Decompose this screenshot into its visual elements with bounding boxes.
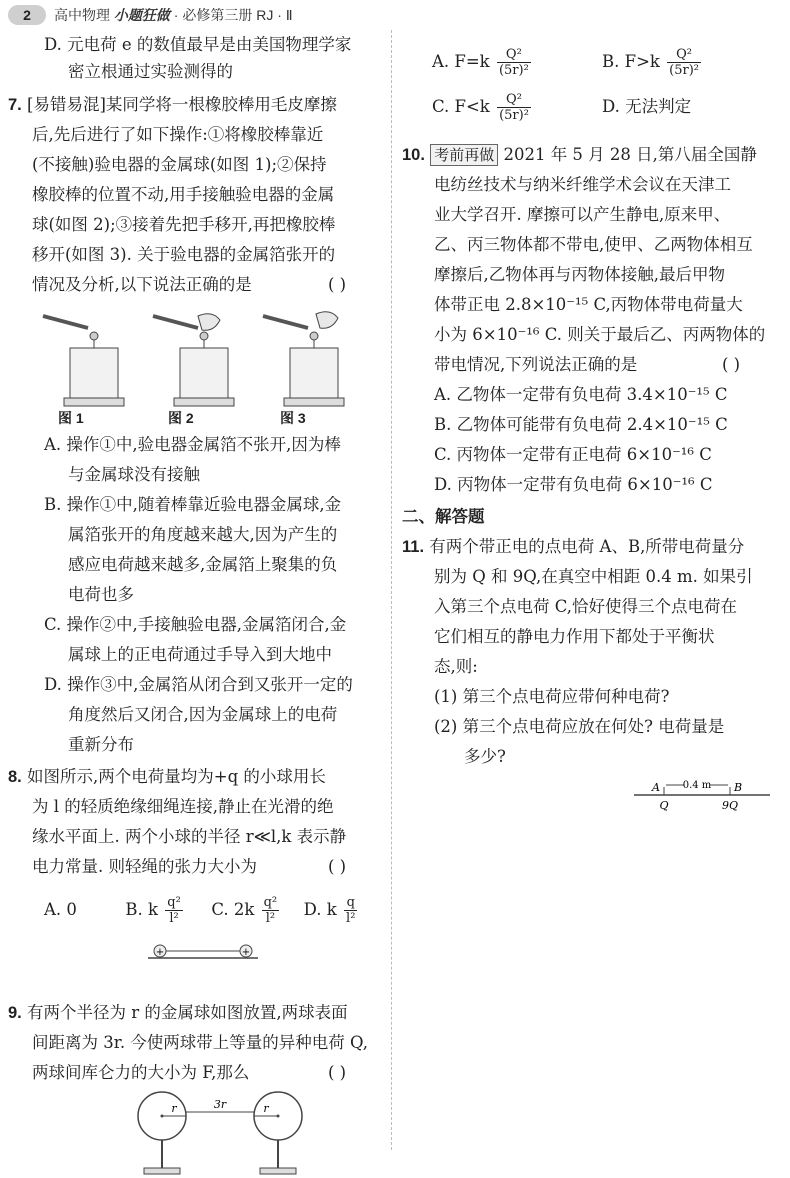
- svg-text:+: +: [241, 947, 251, 958]
- q6-option-d-line1: D. 元电荷 e 的数值最早是由美国物理学家: [44, 35, 352, 54]
- fig2-caption: 图 2: [168, 410, 194, 426]
- q8-option-c: C. 2k: [211, 900, 255, 919]
- q9-option-a-frac: [497, 47, 531, 78]
- q10-line3: 业大学召开. 摩擦可以产生静电,原来甲、: [434, 205, 731, 224]
- q7-option-d-2: 角度然后又闭合,因为金属球上的电荷: [68, 705, 338, 724]
- q7-option-a-1: A. 操作①中,验电器金属箔不张开,因为棒: [44, 435, 341, 454]
- q8-line2: 为 l 的轻质绝缘细绳连接,静止在光滑的绝: [32, 797, 334, 816]
- q7-option-b-4: 电荷也多: [68, 585, 134, 604]
- q11-sub2: (2) 第三个点电荷应放在何处? 电荷量是: [434, 717, 725, 736]
- q7-line1: 7. [易错易混]某同学将一根橡胶棒用毛皮摩擦: [8, 95, 337, 114]
- q11-number: 11.: [402, 538, 425, 556]
- q7-option-c-2: 属球上的正电荷通过手导入到大地中: [68, 645, 332, 664]
- q7-option-b-3: 感应电荷越来越多,金属箔上聚集的负: [68, 555, 338, 574]
- q7-answer-paren: ( ): [328, 275, 347, 294]
- frac-num: Q²: [667, 47, 701, 63]
- q7-line6: 移开(如图 3). 关于验电器的金属箔张开的: [32, 245, 336, 264]
- q9-answer-paren: ( ): [328, 1063, 347, 1082]
- q7-option-b-2: 属箔张开的角度越来越大,因为产生的: [68, 525, 338, 544]
- frac-den: (5r)²: [498, 63, 529, 78]
- q10-line8: 带电情况,下列说法正确的是: [434, 355, 638, 374]
- q7-line4: 橡胶棒的位置不动,用手接触验电器的金属: [32, 185, 335, 204]
- frac-den: l²: [265, 911, 276, 926]
- q9-fig-r1: r: [171, 1102, 177, 1115]
- q7-number: 7.: [8, 96, 22, 114]
- q8-option-d: D. k: [303, 900, 337, 919]
- q11-line4: 它们相互的静电力作用下都处于平衡状: [434, 627, 715, 646]
- q7-option-b-1: B. 操作①中,随着棒靠近验电器金属球,金: [44, 495, 342, 514]
- electroscope-figures: [38, 308, 378, 416]
- q9-option-a-label: A. F=k: [432, 52, 490, 71]
- q11-fig-a: A: [652, 781, 660, 794]
- frac-den: (5r)²: [669, 63, 699, 78]
- q10-line5: 摩擦后,乙物体再与丙物体接触,最后甲物: [434, 265, 725, 284]
- q7-line7: 情况及分析,以下说法正确的是: [32, 275, 252, 294]
- q8-option-d-frac: [344, 895, 357, 926]
- q11-text-1: 有两个带正电的点电荷 A、B,所带电荷量分: [429, 537, 745, 556]
- frac-den: l²: [346, 911, 356, 926]
- q10-line6: 体带正电 2.8×10⁻¹⁵ C,丙物体带电荷量大: [434, 295, 743, 314]
- page-header: [0, 0, 790, 30]
- q8-line4: 电力常量. 则轻绳的张力大小为: [32, 857, 257, 876]
- book-title: [54, 5, 293, 25]
- q9-figure: [128, 1090, 318, 1178]
- q9-line1: [8, 998, 348, 1028]
- q11-figure: [634, 775, 770, 815]
- q8-option-b-frac: [165, 895, 183, 926]
- q9-line2: 间距离为 3r. 今使两球带上等量的异种电荷 Q,: [32, 1033, 369, 1052]
- q9-fig-r2: r: [263, 1102, 269, 1115]
- edition: · 必修第三册 RJ · Ⅱ: [173, 7, 293, 23]
- fig1-caption: 图 1: [58, 410, 84, 426]
- q11-line1: [402, 532, 744, 562]
- q9-number: 9.: [8, 1004, 22, 1022]
- q7-line2: 后,先后进行了如下操作:①将橡胶棒靠近: [32, 125, 324, 144]
- q11-sub2-cont: 多少?: [464, 747, 506, 766]
- q11-line2: 别为 Q 和 9Q,在真空中相距 0.4 m. 如果引: [434, 567, 753, 586]
- q9-line3: 两球间库仑力的大小为 F,那么: [32, 1063, 250, 1082]
- frac-num: Q²: [497, 92, 531, 108]
- q7-option-a-2: 与金属球没有接触: [68, 465, 200, 484]
- q10-line7: 小为 6×10⁻¹⁶ C. 则关于最后乙、丙两物体的: [434, 325, 766, 344]
- page-number: 2: [8, 5, 46, 25]
- q11-fig-distance: 0.4 m: [682, 780, 712, 791]
- electroscope-fig3: [263, 312, 344, 406]
- q11-fig-b: B: [734, 781, 743, 794]
- q8-line3: 缘水平面上. 两个小球的半径 r≪l,k 表示静: [32, 827, 347, 846]
- q8-option-a: A. 0: [44, 900, 77, 919]
- q9-option-a: [432, 40, 533, 84]
- q7-tag: 易错易混: [33, 95, 100, 114]
- q9-option-b: [602, 40, 703, 84]
- q10-text-1: 2021 年 5 月 28 日,第八届全国静: [503, 145, 757, 164]
- q10-number: 10.: [402, 146, 425, 164]
- q8-option-b: B. k: [125, 900, 159, 919]
- q9-text-1: 有两个半径为 r 的金属球如图放置,两球表面: [27, 1003, 348, 1022]
- q10-line1: [402, 140, 757, 170]
- q10-option-b: B. 乙物体可能带有负电荷 2.4×10⁻¹⁵ C: [434, 415, 728, 434]
- subject: 高中物理: [54, 7, 110, 23]
- q9-option-b-frac: [667, 47, 701, 78]
- q7-line5: 球(如图 2);③接着先把手移开,再把橡胶棒: [32, 215, 336, 234]
- q8-number: 8.: [8, 768, 22, 786]
- frac-num: q²: [263, 895, 278, 910]
- q11-line3: 入第三个点电荷 C,恰好使得三个点电荷在: [434, 597, 738, 616]
- q10-option-a: A. 乙物体一定带有负电荷 3.4×10⁻¹⁵ C: [434, 385, 728, 404]
- column-divider: [391, 30, 392, 1150]
- q10-line2: 电纺丝技术与纳米纤维学术会议在天津工: [434, 175, 731, 194]
- q7-text-1: 某同学将一根橡胶棒用毛皮摩擦: [105, 95, 337, 114]
- q7-option-d-3: 重新分布: [68, 735, 134, 754]
- electroscope-fig1: [43, 316, 124, 406]
- q8-answer-paren: ( ): [328, 857, 347, 876]
- svg-text:+: +: [155, 947, 165, 958]
- q8-line1: [8, 762, 326, 792]
- frac-num: q²: [167, 895, 181, 910]
- q9-option-c-label: C. F<k: [432, 97, 490, 116]
- q7-line3: (不接触)验电器的金属球(如图 1);②保持: [32, 155, 327, 174]
- q7-option-d-1: D. 操作③中,金属箔从闭合到又张开一定的: [44, 675, 353, 694]
- q11-fig-q: Q: [659, 799, 669, 812]
- q8-text-1: 如图所示,两个电荷量均为+q 的小球用长: [27, 767, 326, 786]
- q9-option-d: D. 无法判定: [602, 97, 692, 116]
- frac-den: (5r)²: [499, 108, 529, 123]
- q10-tag: 考前再做: [430, 144, 498, 166]
- q9-option-b-label: B. F>k: [602, 52, 660, 71]
- q8-options: [44, 890, 359, 930]
- electroscope-fig2: [153, 314, 234, 406]
- q9-option-c: [432, 85, 533, 129]
- frac-den: l²: [169, 911, 179, 926]
- q7-option-c-1: C. 操作②中,手接触验电器,金属箔闭合,金: [44, 615, 347, 634]
- q9-fig-3r: 3r: [213, 1098, 227, 1111]
- q10-line4: 乙、丙三物体都不带电,使甲、乙两物体相互: [434, 235, 753, 254]
- q11-sub1: (1) 第三个点电荷应带何种电荷?: [434, 687, 670, 706]
- fig3-caption: 图 3: [280, 410, 306, 426]
- q6-option-d-line2: 密立根通过实验测得的: [68, 62, 233, 81]
- q10-answer-paren: ( ): [722, 355, 741, 374]
- q11-line5: 态,则:: [434, 657, 478, 676]
- q11-fig-9q: 9Q: [721, 799, 739, 812]
- q8-figure: [148, 938, 258, 962]
- q8-option-c-frac: [262, 895, 280, 926]
- q9-option-c-frac: [497, 92, 531, 123]
- q10-option-c: C. 丙物体一定带有正电荷 6×10⁻¹⁶ C: [434, 445, 712, 464]
- section-heading: 二、解答题: [402, 508, 485, 526]
- frac-num: Q²: [497, 47, 531, 63]
- brand: 小题狂做: [113, 7, 170, 23]
- frac-num: q: [344, 895, 357, 911]
- q10-option-d: D. 丙物体一定带有负电荷 6×10⁻¹⁶ C: [434, 475, 713, 494]
